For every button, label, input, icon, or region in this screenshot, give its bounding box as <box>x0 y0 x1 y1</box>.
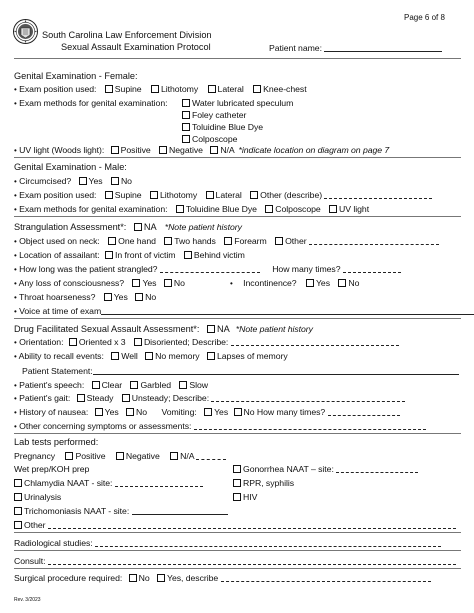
surgical-row: Surgical procedure required: No Yes, describe <box>14 573 431 584</box>
header-divider <box>14 58 461 59</box>
option-knee-chest[interactable]: Knee-chest <box>253 84 306 94</box>
incontinence-no[interactable]: No <box>338 278 359 288</box>
recall-well[interactable]: Well <box>111 351 138 361</box>
statement-row: Patient Statement: <box>22 366 459 377</box>
object-other[interactable]: Other <box>275 236 306 246</box>
pregnancy-positive[interactable]: Positive <box>65 451 105 461</box>
hoarseness-no[interactable]: No <box>135 292 156 302</box>
incontinence-row: • Incontinence? Yes No <box>230 278 360 288</box>
divider-dfsa <box>14 433 461 434</box>
surgical-yes[interactable]: Yes, describe <box>157 573 218 583</box>
dfsa-na[interactable]: NA <box>207 324 229 334</box>
object-forearm[interactable]: Forearm <box>224 236 266 246</box>
labs-title: Lab tests performed: <box>14 437 99 447</box>
object-one-hand[interactable]: One hand <box>108 236 156 246</box>
male-methods-row: • Exam methods for genital examination: Toluidine Blue Dye Colposcope UV light <box>14 204 370 214</box>
times-input[interactable] <box>343 264 401 273</box>
male-lateral[interactable]: Lateral <box>206 190 242 200</box>
hoarseness-row: • Throat hoarseness? Yes No <box>14 292 157 302</box>
male-colposcope[interactable]: Colposcope <box>265 204 320 214</box>
consult-row: Consult: <box>14 556 456 567</box>
gonorrhea-row[interactable]: Gonorrhea NAAT – site: <box>233 464 418 475</box>
male-lithotomy[interactable]: Lithotomy <box>150 190 197 200</box>
recall-no-memory[interactable]: No memory <box>145 351 199 361</box>
circumcised-row: • Circumcised? Yes No <box>14 176 132 186</box>
speech-row: • Patient's speech: Clear Garbled Slow <box>14 380 209 390</box>
chlamydia-row[interactable]: Chlamydia NAAT - site: <box>14 478 203 489</box>
object-two-hands[interactable]: Two hands <box>164 236 216 246</box>
female-position-row: • Exam position used: Supine Lithotomy Lateral Knee-chest <box>14 84 307 94</box>
patient-name-field[interactable] <box>269 43 442 54</box>
option-lithotomy[interactable]: Lithotomy <box>151 84 198 94</box>
object-row: • Object used on neck: One hand Two hands Forearm Other <box>14 236 439 247</box>
page-number: Page 6 of 8 <box>404 13 445 22</box>
hoarseness-yes[interactable]: Yes <box>104 292 128 302</box>
female-method-toluidine[interactable]: Toluidine Blue Dye <box>182 122 263 133</box>
gait-input[interactable] <box>211 393 405 402</box>
uv-positive[interactable]: Positive <box>111 145 151 155</box>
male-position-row: • Exam position used: Supine Lithotomy Lateral Other (describe) <box>14 190 432 201</box>
duration-input[interactable] <box>160 264 260 273</box>
trich-site-input[interactable] <box>132 506 228 515</box>
divider-female <box>14 157 461 158</box>
urinalysis-row[interactable]: Urinalysis <box>14 492 61 503</box>
consciousness-yes[interactable]: Yes <box>132 278 156 288</box>
pregnancy-input[interactable] <box>196 451 226 460</box>
dfsa-title-row: Drug Facilitated Sexual Assault Assessment*: NA *Note patient history <box>14 324 313 334</box>
duration-row: • How long was the patient strangled? How many times? <box>14 264 401 275</box>
male-other[interactable]: Other (describe) <box>250 190 322 200</box>
voice-input[interactable] <box>101 306 474 315</box>
statement-input[interactable] <box>93 366 459 375</box>
rpr-row[interactable]: RPR, syphilis <box>233 478 294 489</box>
agency-name: South Carolina Law Enforcement Division <box>42 30 212 40</box>
radiological-row: Radiological studies: <box>14 538 441 549</box>
female-method-speculum[interactable]: Water lubricated speculum <box>182 98 293 109</box>
gait-steady[interactable]: Steady <box>77 393 114 403</box>
female-method-foley[interactable]: Foley catheter <box>182 110 246 121</box>
trich-row[interactable]: Trichomoniasis NAAT - site: <box>14 506 228 517</box>
circumcised-no[interactable]: No <box>111 176 132 186</box>
vomiting-no[interactable]: No How many times? <box>234 407 326 417</box>
voice-row: • Voice at time of exam <box>14 306 474 317</box>
divider-labs <box>14 532 461 533</box>
orientation-oriented[interactable]: Oriented x 3 <box>69 337 126 347</box>
orientation-row: • Orientation: Oriented x 3 Disoriented; Describe: <box>14 337 399 348</box>
nausea-yes[interactable]: Yes <box>95 407 119 417</box>
incontinence-yes[interactable]: Yes <box>306 278 330 288</box>
vomiting-times-input[interactable] <box>328 407 400 416</box>
vomiting-yes[interactable]: Yes <box>204 407 228 417</box>
gait-unsteady[interactable]: Unsteady; Describe: <box>122 393 209 403</box>
protocol-title: Sexual Assault Examination Protocol <box>61 42 211 52</box>
divider-consult <box>14 568 461 569</box>
surgical-no[interactable]: No <box>129 573 150 583</box>
pregnancy-row: Pregnancy Positive Negative N/A <box>14 451 226 462</box>
divider-male <box>14 216 461 217</box>
orientation-input[interactable] <box>231 337 399 346</box>
pregnancy-na[interactable]: N/A <box>170 451 194 461</box>
wet-prep[interactable]: Wet prep/KOH prep <box>14 464 90 474</box>
chlamydia-site-input[interactable] <box>115 478 203 487</box>
location-front[interactable]: In front of victim <box>105 250 175 260</box>
speech-slow[interactable]: Slow <box>179 380 208 390</box>
nausea-row: • History of nausea: Yes No Vomiting: Yes No How many times? <box>14 407 400 418</box>
uv-note: *indicate location on diagram on page 7 <box>238 145 390 155</box>
other-symptoms-row: • Other concerning symptoms or assessments: <box>14 421 426 432</box>
male-toluidine[interactable]: Toluidine Blue Dye <box>176 204 257 214</box>
speech-clear[interactable]: Clear <box>92 380 123 390</box>
orientation-disoriented[interactable]: Disoriented; Describe: <box>134 337 228 347</box>
uv-na[interactable]: N/A <box>210 145 234 155</box>
sled-seal-icon <box>13 19 38 44</box>
male-section-title: Genital Examination - Male: <box>14 162 127 172</box>
patient-name-input[interactable] <box>324 43 442 52</box>
speech-garbled[interactable]: Garbled <box>130 380 171 390</box>
option-supine[interactable]: Supine <box>105 84 142 94</box>
female-method-colposcope[interactable]: Colposcope <box>182 134 237 145</box>
object-other-input[interactable] <box>309 236 439 245</box>
gait-row: • Patient's gait: Steady Unsteady; Describe: <box>14 393 405 404</box>
circumcised-yes[interactable]: Yes <box>79 176 103 186</box>
lab-other-row[interactable]: Other <box>14 520 456 531</box>
recall-lapses[interactable]: Lapses of memory <box>207 351 288 361</box>
consciousness-row: • Any loss of consciousness? Yes No <box>14 278 185 288</box>
gonorrhea-site-input[interactable] <box>336 464 418 473</box>
location-row: • Location of assailant: In front of victim Behind victim <box>14 250 245 260</box>
strangulation-na[interactable]: NA <box>134 222 156 232</box>
female-methods-label: • Exam methods for genital examination: <box>14 98 168 108</box>
consult-input[interactable] <box>48 556 456 565</box>
pregnancy-negative[interactable]: Negative <box>116 451 160 461</box>
female-section-title: Genital Examination - Female: <box>14 71 138 81</box>
hiv-row[interactable]: HIV <box>233 492 257 503</box>
divider-radiological <box>14 550 461 551</box>
male-supine[interactable]: Supine <box>105 190 142 200</box>
male-uv-light[interactable]: UV light <box>329 204 369 214</box>
option-lateral[interactable]: Lateral <box>208 84 244 94</box>
nausea-no[interactable]: No <box>126 407 147 417</box>
other-symptoms-input[interactable] <box>194 421 426 430</box>
consciousness-no[interactable]: No <box>164 278 185 288</box>
radiological-input[interactable] <box>95 538 441 547</box>
location-behind[interactable]: Behind victim <box>184 250 245 260</box>
uv-negative[interactable]: Negative <box>159 145 203 155</box>
patient-name-label: Patient name: <box>269 43 322 53</box>
male-other-input[interactable] <box>324 190 432 199</box>
uv-light-row: • UV light (Woods light): Positive Negative N/A *indicate location on diagram on page 7 <box>14 145 390 155</box>
surgical-describe-input[interactable] <box>221 573 431 582</box>
strangulation-title-row: Strangulation Assessment*: NA *Note patient history <box>14 222 242 232</box>
divider-strangulation <box>14 318 461 319</box>
lab-other-input[interactable] <box>48 520 456 529</box>
recall-row: • Ability to recall events: Well No memory Lapses of memory <box>14 351 288 361</box>
revision-date: Rev. 3/2023 <box>14 597 41 603</box>
